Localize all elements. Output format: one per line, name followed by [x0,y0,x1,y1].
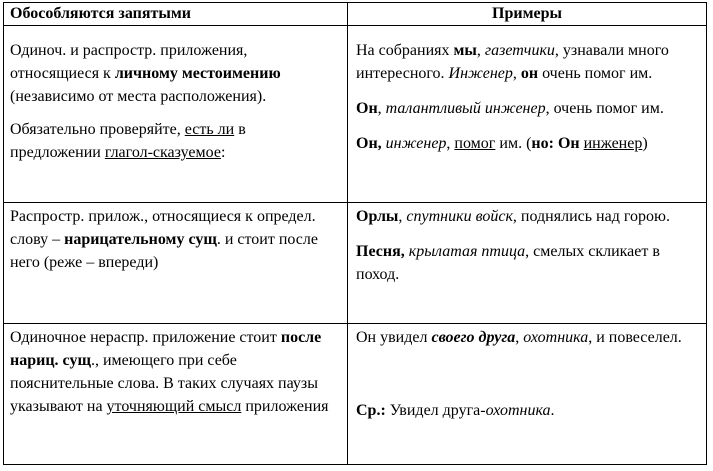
row2-examples [356,205,704,286]
row-divider-1 [4,202,706,203]
row1-rule [10,39,340,164]
header-left-label: Обособляются запятыми [10,5,191,22]
row1-examples [356,39,704,155]
bold-term: личному местоимению [114,65,281,82]
bold-term: после нариц. сущ [10,329,322,369]
row3-rule-text: Одиночное нераспр. приложение стоит после нариц. сущ., имеющего при себе пояснительные слова. В таких случаях паузы указывают на уточняющий смысл приложения [10,329,329,415]
bold-term: нарицательному сущ [64,231,217,248]
row3-examples [356,326,704,422]
row2-rule [10,205,340,274]
example-3: Он, инженер, помог им. (но: Он инженер) [356,135,648,152]
example-2: Песня, крылатая птица, смелых скликает в поход. [356,243,660,283]
example-1: Он увидел своего друга, охотника, и повеселел. [356,329,682,346]
header-right [348,4,706,24]
header-right-label: Примеры [492,5,562,22]
underlined-term: глагол-сказуемое [104,144,221,161]
example-2: Ср.: Увидел друга-охотника. [356,402,555,419]
header-divider [4,25,706,26]
row3-rule [10,326,340,418]
row-divider-2 [4,323,706,324]
rules-table [3,2,707,465]
row1-note: Обязательно проверяйте, есть ли в предложении глагол-сказуемое: [10,121,246,161]
example-1: На собраниях мы, газетчики, узнавали много интересного. Инженер, он очень помог им. [356,42,669,82]
example-2: Он, талантливый инженер, очень помог им. [356,100,664,117]
row1-rule-text: Одиноч. и распростр. приложения, относящиеся к личному местоимению (независимо от места расположения). [10,42,281,105]
column-divider [347,3,348,464]
underlined-term: есть ли [184,121,235,138]
header-left [10,4,340,24]
underlined-term: уточняющий смысл [106,398,242,415]
row2-rule-text: Распростр. прилож., относящиеся к определ. слову – нарицательному сущ. и стоит после него (реже – впереди) [10,208,318,271]
example-1: Орлы, спутники войск, поднялись над горою. [356,208,670,225]
